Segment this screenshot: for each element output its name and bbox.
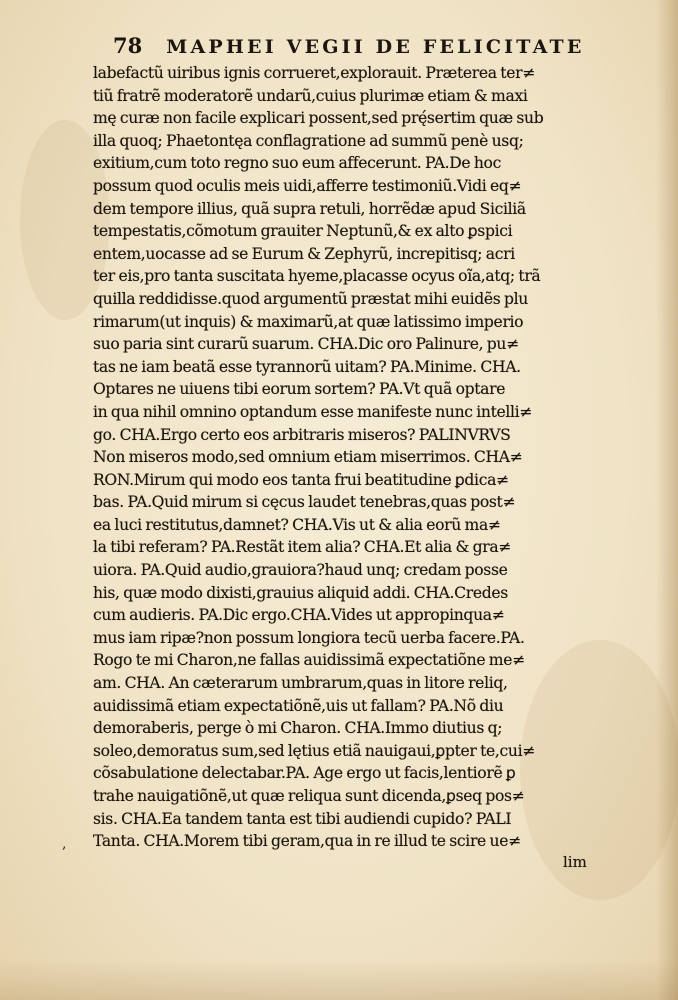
text-line: soleo,demoratus sum,sed lętius etiã nauigaui,ꝑpter te,cui≠	[93, 741, 535, 760]
text-line: dem tempore illius, quã supra retuli, horrẽdæ apud Siciliã	[93, 199, 526, 218]
text-line: cum audieris. PA.Dic ergo.CHA.Vides ut appropinqua≠	[93, 606, 505, 625]
page-bottom-shadow	[0, 960, 678, 1000]
text-line: his, quæ modo dixisti,grauius aliquid addi. CHA.Credes	[93, 583, 508, 602]
text-line: possum quod oculis meis uidi,afferre testimoniũ.Vidi eq≠	[93, 176, 522, 195]
page-edge-shadow	[656, 0, 678, 1000]
text-line: auidissimã etiam expectatiõnẽ,uis ut fallam? PA.Nõ diu	[93, 696, 504, 715]
text-line: entem,uocasse ad se Eurum & Zephyrũ, increpitisq; acri	[93, 244, 515, 263]
page-header	[113, 33, 583, 63]
text-line: labefactũ uiribus ignis corrueret,explorauit. Præterea ter≠	[93, 64, 535, 82]
text-line: illa quoq; Phaetontęa conflagratione ad summũ penè usq;	[93, 131, 524, 150]
text-line: ter eis,pro tanta suscitata hyeme,placasse ocyus oĩa,atq; trã	[93, 267, 541, 286]
text-line: uiora. PA.Quid audio,grauiora?haud unq; credam posse	[93, 561, 508, 580]
text-line: Rogo te mi Charon,ne fallas auidissimã expectatiõne me≠	[93, 651, 525, 670]
folio-number: 78	[113, 33, 143, 58]
text-line: exitium,cum toto regno suo eum affecerunt. PA.De hoc	[93, 154, 501, 173]
text-line: am. CHA. An cæterarum umbrarum,quas in litore reliq,	[93, 674, 508, 693]
text-line: rimarum(ut inquis) & maximarũ,at quæ latissimo imperio	[93, 312, 524, 331]
text-line: mę curæ non facile explicari possent,sed prę́sertim quæ sub	[93, 109, 544, 128]
text-line: bas. PA.Quid mirum si cęcus laudet tenebras,quas post≠	[93, 493, 516, 512]
text-line: ea luci restitutus,damnet? CHA.Vis ut & alia eorũ ma≠	[93, 515, 501, 534]
text-line: tempestatis,cõmotum grauiter Neptunũ,& ex alto ꝑspici	[93, 222, 513, 241]
text-line: mus iam ripæ?non possum longiora tecũ uerba facere.PA.	[93, 628, 525, 647]
text-line: trahe nauigatiõnẽ,ut quæ reliqua sunt dicenda,ꝑseq pos≠	[93, 787, 525, 805]
text-line: RON.Mirum qui modo eos tanta frui beatitudine ꝑdica≠	[93, 470, 509, 489]
text-line: tas ne iam beatã esse tyrannorũ uitam? PA.Minime. CHA.	[93, 357, 521, 376]
margin-mark: ,	[62, 836, 67, 852]
text-line: quilla reddidisse.quod argumentũ præstat mihi euidẽs plu	[93, 289, 528, 308]
text-line: go. CHA.Ergo certo eos arbitraris miseros? PALINVRVS	[93, 425, 511, 444]
text-line: in qua nihil omnino optandum esse manifeste nunc intelli≠	[93, 402, 533, 421]
text-line: suo paria sint curarũ suarum. CHA.Dic oro Palinure, pu≠	[93, 335, 519, 354]
text-line: Tanta. CHA.Morem tibi geram,qua in re illud te scire ue≠	[93, 832, 521, 851]
text-line: tiũ fratrẽ moderatorẽ undarũ,cuius plurimæ etiam & maxi	[93, 86, 528, 105]
running-title: MAPHEI VEGII DE FELICITATE	[166, 36, 585, 58]
text-line: cõsabulatione delectabar.PA. Age ergo ut facis,lentiorẽ ꝑ	[93, 764, 516, 783]
text-line: demoraberis, perge ò mi Charon. CHA.Immo diutius q;	[93, 719, 503, 738]
text-line: la tibi referam? PA.Restãt item alia? CHA.Et alia & gra≠	[93, 538, 512, 557]
text-line: sis. CHA.Ea tandem tanta est tibi audiendi cupido? PALI	[93, 809, 512, 828]
body-text	[93, 62, 603, 853]
text-line: Optares ne uiuens tibi eorum sortem? PA.Vt quã optare	[93, 380, 506, 399]
catchword: lim	[563, 853, 587, 871]
text-line: Non miseros modo,sed omnium etiam miserrimos. CHA≠	[93, 448, 523, 467]
